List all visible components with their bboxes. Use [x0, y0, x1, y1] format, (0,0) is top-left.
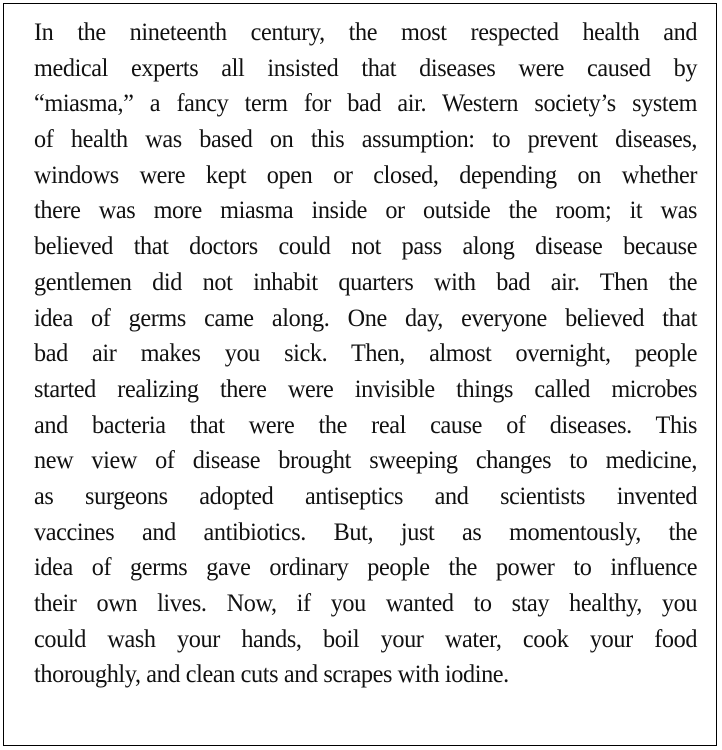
passage-line: idea of germs gave ordinary people the power to influence: [34, 552, 698, 582]
passage-line: started realizing there were invisible things called microbes: [34, 373, 698, 403]
passage-line: new view of disease brought sweeping changes to medicine,: [34, 445, 698, 475]
passage-line: there was more miasma inside or outside the room; it was: [34, 195, 698, 225]
passage-box: [3, 3, 717, 746]
passage-line: gentlemen did not inhabit quarters with bad air. Then the: [34, 266, 698, 296]
passage-line: thoroughly, and clean cuts and scrapes with iodine.: [34, 659, 509, 689]
passage-line: and bacteria that were the real cause of diseases. This: [34, 409, 698, 439]
passage-line: believed that doctors could not pass along disease because: [34, 231, 698, 261]
passage-line: medical experts all insisted that diseases were caused by: [34, 52, 698, 82]
passage-line: idea of germs came along. One day, everyone believed that: [34, 302, 698, 332]
passage-line: windows were kept open or closed, depending on whether: [34, 159, 698, 189]
passage-line: their own lives. Now, if you wanted to stay healthy, you: [34, 588, 698, 617]
passage-line: bad air makes you sick. Then, almost overnight, people: [34, 338, 698, 368]
passage-line: as surgeons adopted antiseptics and scientists invented: [34, 480, 698, 510]
passage-line: of health was based on this assumption: to prevent diseases,: [34, 124, 698, 154]
passage-line: vaccines and antibiotics. But, just as momentously, the: [34, 516, 698, 546]
passage-text: [34, 14, 697, 692]
passage-line: In the nineteenth century, the most respected health and: [34, 17, 698, 46]
passage-line: could wash your hands, boil your water, cook your food: [34, 623, 698, 653]
passage-line: “miasma,” a fancy term for bad air. Western society’s system: [34, 88, 698, 118]
